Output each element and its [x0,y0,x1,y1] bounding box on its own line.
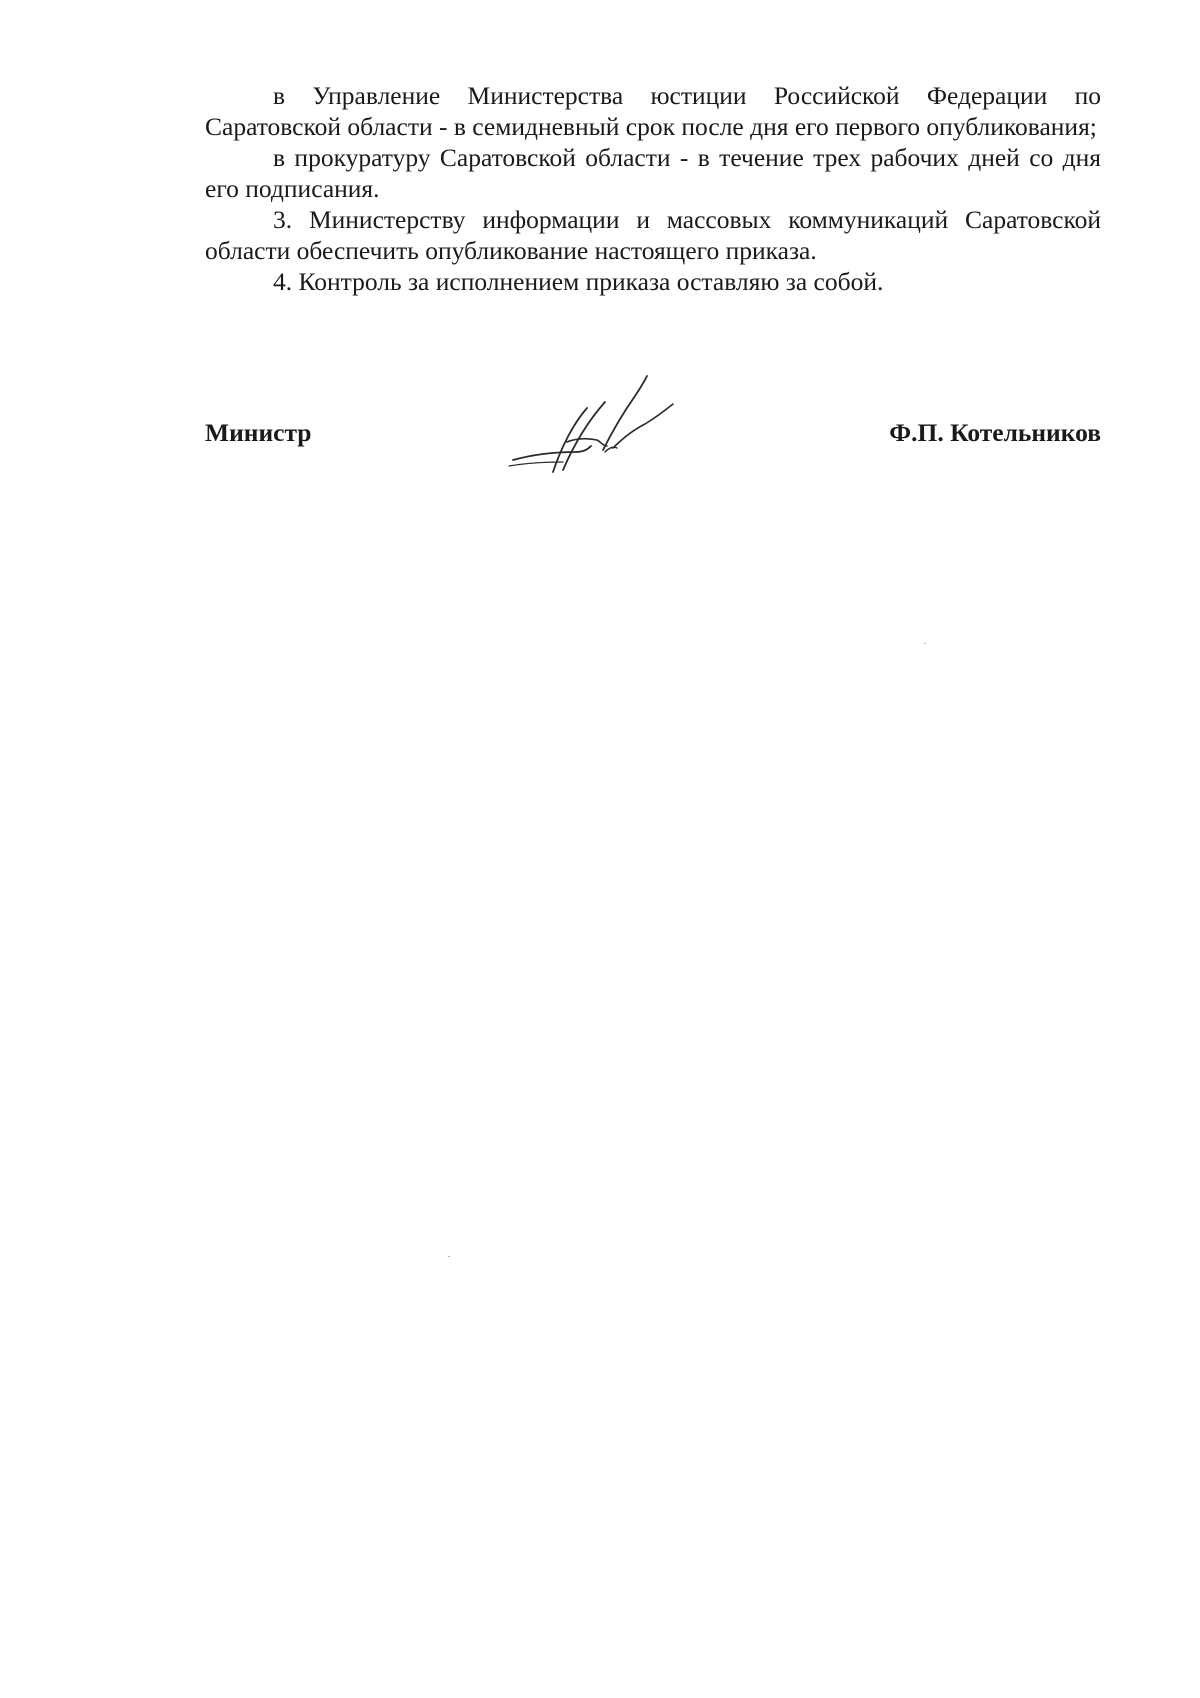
paragraph-prosecutor: в прокуратуру Саратовской области - в течение трех рабочих дней со дня его подписания. [205,143,1101,203]
handwritten-signature [505,368,685,480]
scan-speck [924,643,926,644]
scan-speck [448,1256,450,1257]
paragraph-control: 4. Контроль за исполнением приказа оставляю за собой. [273,267,884,296]
signatory-title: Министр [205,418,312,447]
paragraph-publication: 3. Министерству информации и массовых коммуникаций Саратовской области обеспечить опубликование настоящего приказа. [205,205,1101,265]
paragraph-justice-ministry: в Управление Министерства юстиции Российской Федерации по Саратовской области - в семидневный срок после дня его первого опубликования; [205,81,1101,141]
document-body [205,80,1101,297]
signatory-name: Ф.П. Котельников [889,418,1101,447]
